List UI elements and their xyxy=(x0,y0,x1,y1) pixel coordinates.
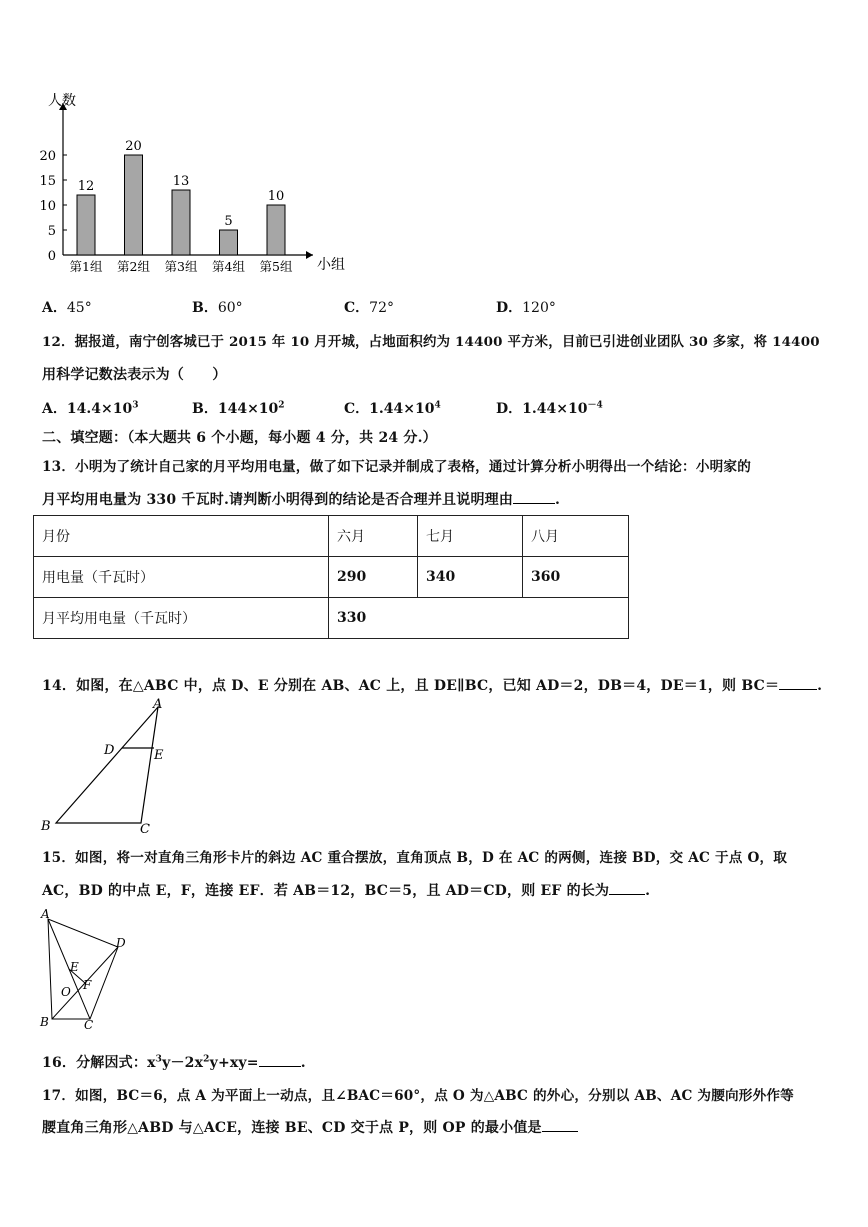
table-cell: 月平均用电量（千瓦时） xyxy=(34,598,329,639)
q14-triangle-figure xyxy=(38,697,178,837)
category-label: 第3组 xyxy=(164,259,198,274)
category-label: 第2组 xyxy=(117,259,150,274)
q11-option-a[interactable]: A．45° xyxy=(42,300,92,316)
q17-line1: 17．如图，BC＝6，点 A 为平面上一动点，且∠BAC＝60°，点 O 为△ABC 的外心，分别以 AB、AC 为腰向形外作等 xyxy=(42,1088,794,1104)
label-e: E xyxy=(154,748,164,763)
bar xyxy=(125,155,143,255)
table-cell: 340 xyxy=(418,557,523,598)
data-label: 5 xyxy=(224,214,233,229)
label-a: A xyxy=(153,697,163,712)
y-axis-label: 人数 xyxy=(48,93,76,109)
q13-line1: 13．小明为了统计自己家的月平均用电量，做了如下记录并制成了表格，通过计算分析小明得出一个结论：小明家的 xyxy=(42,459,752,475)
label-c: C xyxy=(84,1018,94,1032)
table-row xyxy=(34,516,629,557)
label-a: A xyxy=(41,907,50,921)
label-d: D xyxy=(116,936,126,950)
section-heading: 二、填空题：（本大题共 6 个小题，每小题 4 分，共 24 分.） xyxy=(42,430,437,446)
bar xyxy=(172,190,190,255)
y-tick-label: 20 xyxy=(39,149,56,164)
q17-line2: 腰直角三角形△ABD 与△ACE，连接 BE、CD 交于点 P，则 OP 的最小值是 xyxy=(42,1117,578,1137)
q11-option-b[interactable]: B．60° xyxy=(192,300,243,316)
data-label: 20 xyxy=(125,139,142,154)
category-label: 第5组 xyxy=(259,259,293,274)
category-label: 第1组 xyxy=(69,259,103,274)
bar xyxy=(220,230,238,255)
q15-answer-blank[interactable] xyxy=(609,882,645,895)
table-cell: 八月 xyxy=(523,516,629,557)
q12-option-d[interactable]: D．$1.44\times 10^{-4}$ xyxy=(496,400,603,417)
label-d: D xyxy=(104,743,115,758)
q15-line2: AC，BD 的中点 E，F，连接 EF．若 AB＝12，BC＝5，且 AD＝CD，则 EF 的长为 . xyxy=(42,883,651,899)
table-cell: 六月 xyxy=(329,516,418,557)
bar xyxy=(77,195,95,255)
table-cell: 330 xyxy=(329,598,629,639)
data-label: 10 xyxy=(267,189,285,204)
table-row xyxy=(34,598,629,639)
q16-answer-blank[interactable] xyxy=(259,1054,301,1067)
table-cell: 月份 xyxy=(34,516,329,557)
q16-line: 16．分解因式：$x^3y-2x^2y+xy=$ . xyxy=(42,1054,306,1071)
table-cell: 用电量（千瓦时） xyxy=(34,557,329,598)
y-tick-label: 15 xyxy=(39,174,56,189)
bar xyxy=(267,205,285,255)
q13-line2: 月平均用电量为 330 千瓦时.请判断小明得到的结论是否合理并且说明理由 . xyxy=(42,492,561,508)
q14-answer-blank[interactable] xyxy=(779,677,817,690)
table-row xyxy=(34,557,629,598)
data-label: 13 xyxy=(172,174,190,189)
label-f: F xyxy=(83,978,92,992)
chart-bars xyxy=(70,139,293,274)
label-c: C xyxy=(140,822,150,837)
q12-option-a[interactable]: A．$14.4\times 10^3$ xyxy=(42,400,139,417)
q13-table xyxy=(33,515,629,639)
q12-option-b[interactable]: B．$144\times 10^2$ xyxy=(192,400,285,417)
q11-option-c[interactable]: C．72° xyxy=(344,300,394,316)
label-o: O xyxy=(61,985,71,999)
x-axis-label: 小组 xyxy=(317,257,345,273)
label-b: B xyxy=(41,819,51,834)
q11-option-d[interactable]: D．120° xyxy=(496,300,556,316)
x-axis-arrow xyxy=(306,251,313,259)
y-tick-label: 0 xyxy=(47,249,56,264)
q15-quadrilateral-figure xyxy=(38,905,133,1035)
y-tick-label: 10 xyxy=(39,199,56,214)
q15-line1: 15．如图，将一对直角三角形卡片的斜边 AC 重合摆放，直角顶点 B，D 在 AC 的两侧，连接 BD，交 AC 于点 O，取 xyxy=(42,850,788,866)
data-label: 12 xyxy=(77,179,95,194)
table-cell: 七月 xyxy=(418,516,523,557)
y-tick-label: 5 xyxy=(47,224,56,239)
table-cell: 290 xyxy=(329,557,418,598)
q14-line: 14．如图，在△ABC 中，点 D、E 分别在 AB、AC 上，且 DE∥BC，已知 AD＝2，DB＝4，DE＝1，则 BC＝ . xyxy=(42,678,823,694)
q17-answer-blank[interactable] xyxy=(542,1119,578,1132)
label-b: B xyxy=(40,1015,49,1029)
bar-chart xyxy=(30,85,360,280)
table-cell: 360 xyxy=(523,557,629,598)
q12-line1: 12．据报道，南宁创客城已于 2015 年 10 月开城，占地面积约为 14400 平方米，目前已引进创业团队 30 多家，将 14400 xyxy=(42,334,820,350)
q13-answer-blank[interactable] xyxy=(513,491,555,504)
category-label: 第4组 xyxy=(212,259,245,274)
q12-option-c[interactable]: C．$1.44\times 10^4$ xyxy=(344,400,441,417)
q12-line2: 用科学记数法表示为（ ） xyxy=(42,367,227,383)
label-e: E xyxy=(70,960,79,974)
